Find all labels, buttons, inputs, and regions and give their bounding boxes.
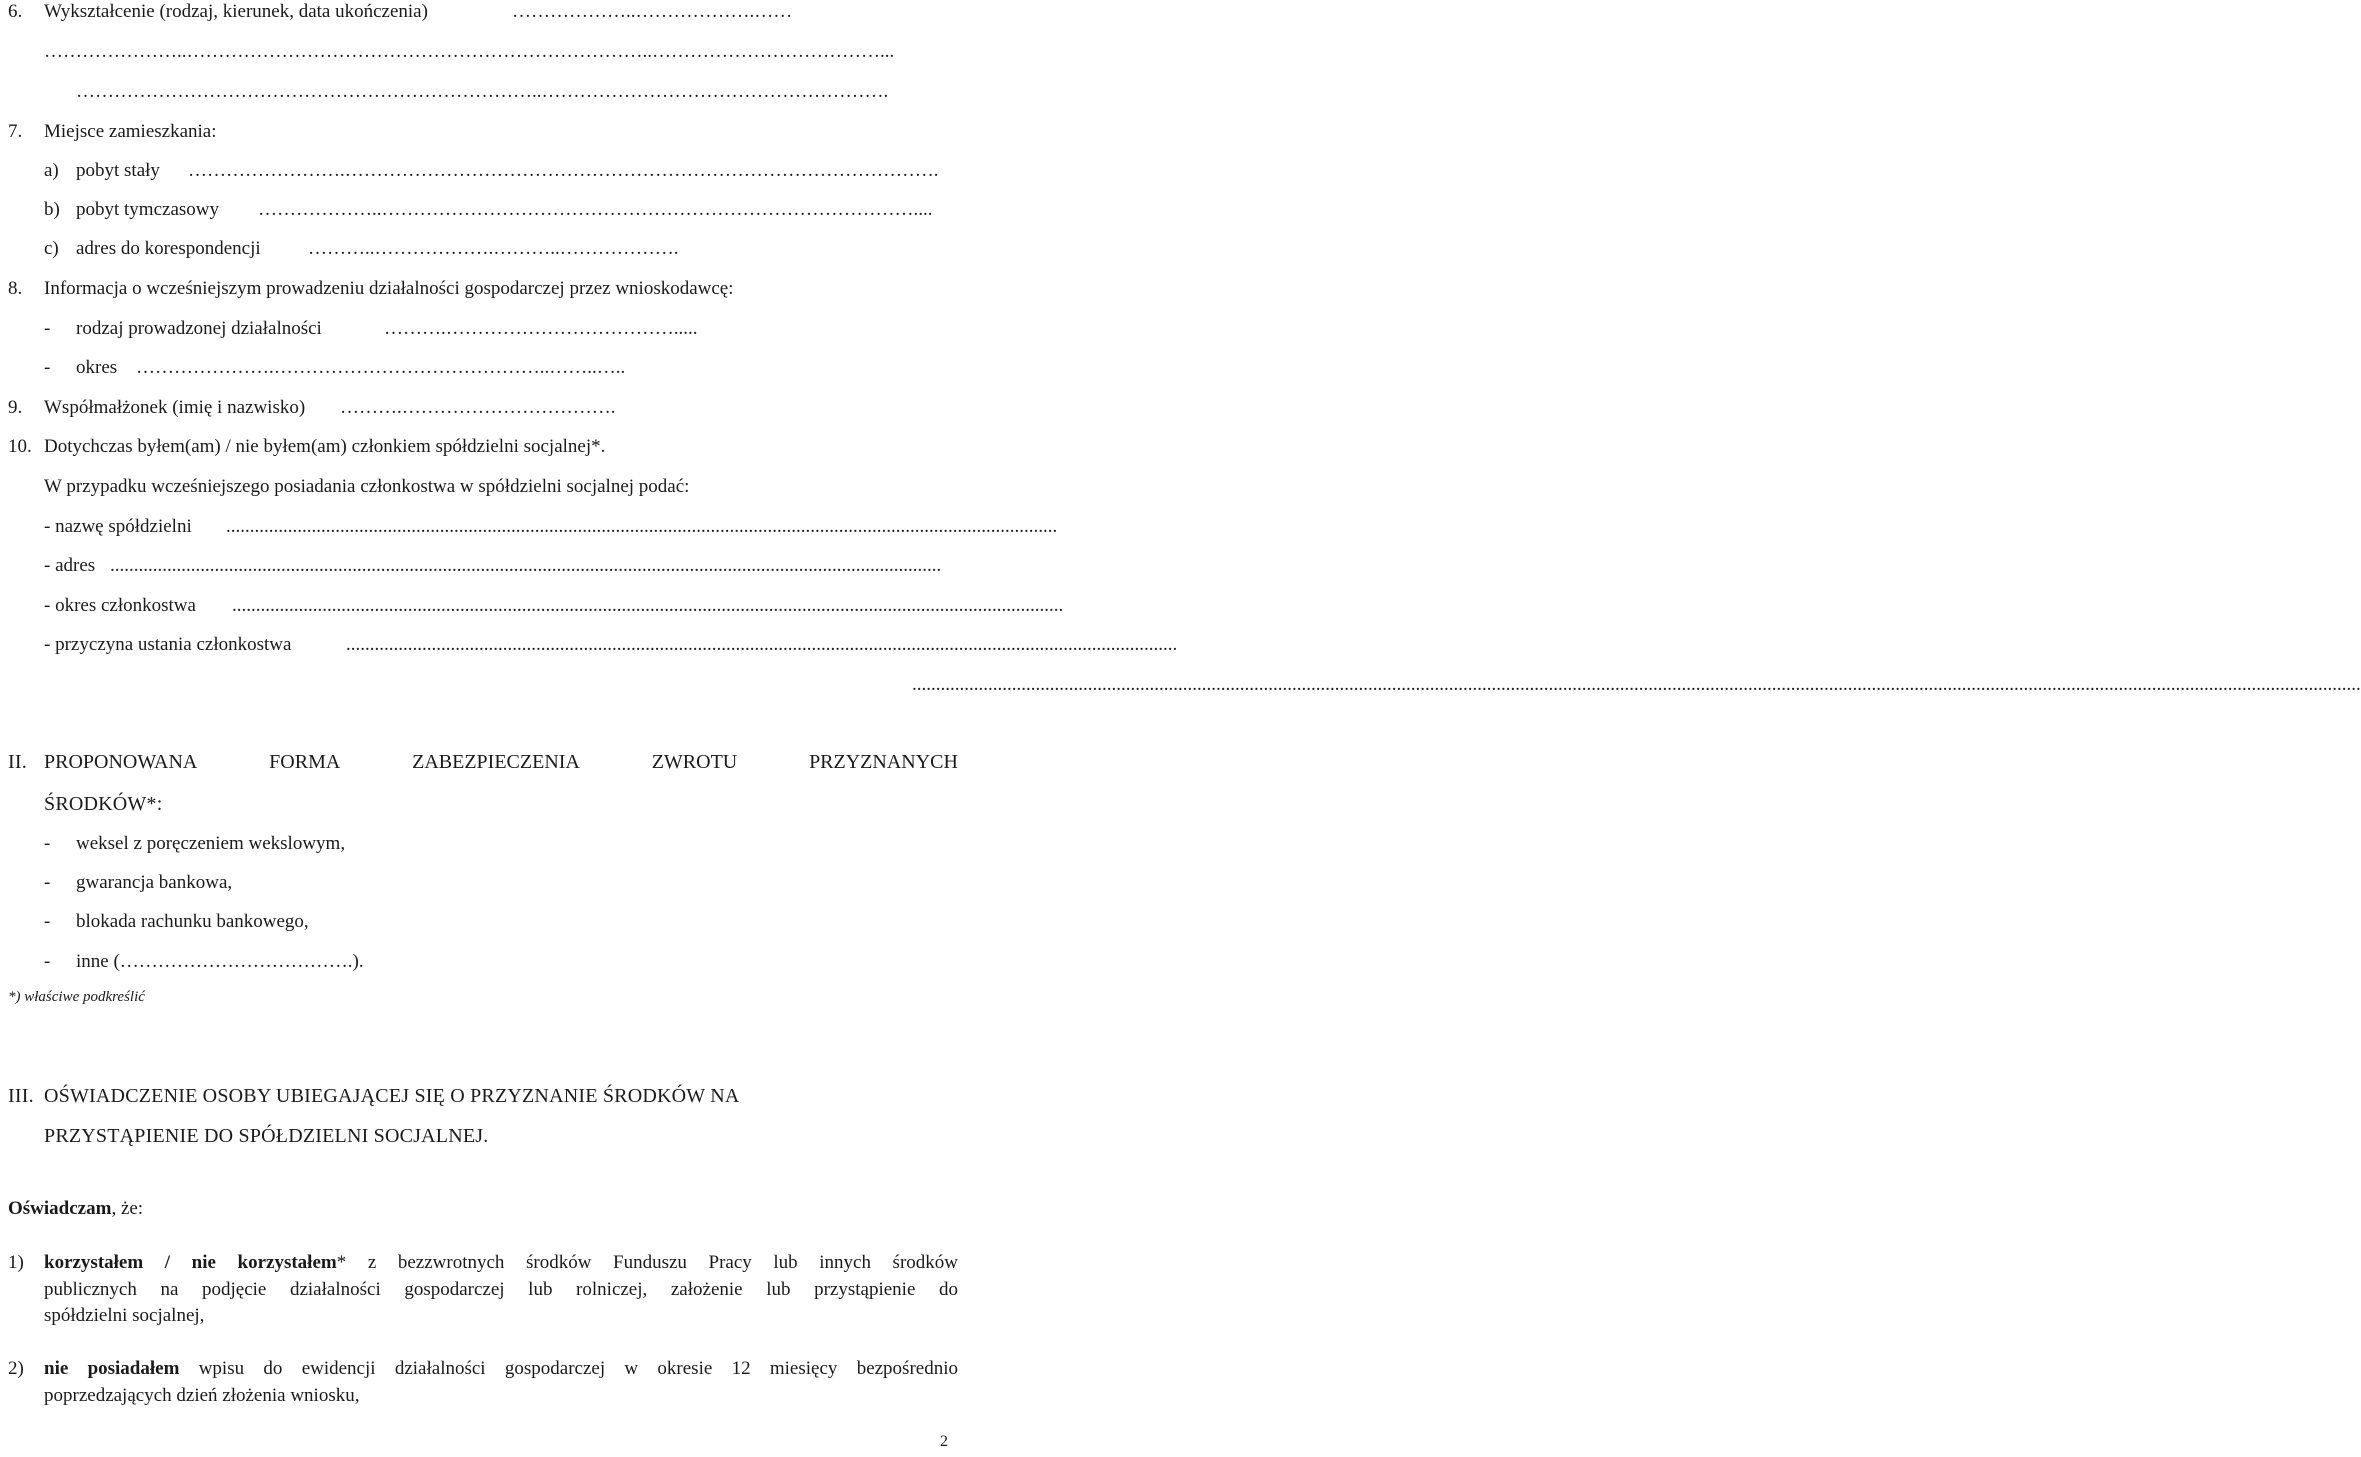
item-7a-label: pobyt stały	[76, 160, 160, 181]
item-6-fill-1: ………………..……………….……	[512, 1, 793, 22]
item-6-label: Wykształcenie (rodzaj, kierunek, data ukończenia)	[44, 1, 428, 22]
item-8b-dash: -	[44, 357, 51, 378]
section-2-roman: II.	[8, 751, 27, 773]
item-8-label: Informacja o wcześniejszym prowadzeniu działalności gospodarczej przez wnioskodawcę:	[44, 278, 734, 299]
section-2-title-line-2: ŚRODKÓW*:	[44, 793, 163, 815]
declaration-2-bold: nie posiadałem	[44, 1358, 180, 1379]
item-10-number: 10.	[8, 436, 32, 457]
item-8a-fill: ……….……………………………….....	[384, 318, 698, 339]
declaration-intro-bold: Oświadczam	[8, 1198, 112, 1219]
item-6-fill-3: ………………………………………………………………..……………………………………………….	[76, 81, 889, 102]
option-blokada: blokada rachunku bankowego,	[76, 911, 309, 932]
item-7a-fill: …………………….………………………………………………………………………………….	[188, 160, 939, 181]
section-3-title-line-1: OŚWIADCZENIE OSOBY UBIEGAJĄCEJ SIĘ O PRZYZNANIE ŚRODKÓW NA	[44, 1085, 740, 1107]
declaration-1-line-1	[44, 1253, 958, 1272]
declaration-2-line-1	[44, 1359, 958, 1378]
item-10d-fill-continued: .................................................................................................................................................................................................................................................................................................................	[912, 674, 2361, 695]
item-8a-label: rodzaj prowadzonej działalności	[76, 318, 322, 339]
declaration-1-rest: * z bezzwrotnych środków Funduszu Pracy lub innych środków	[336, 1252, 958, 1273]
option-dash: -	[44, 872, 51, 893]
item-10c-fill: ...............................................................................................................................................................................	[232, 595, 1064, 616]
section-3-title-line-2: PRZYSTĄPIENIE DO SPÓŁDZIELNI SOCJALNEJ.	[44, 1125, 489, 1147]
item-6-number: 6.	[8, 1, 23, 22]
item-8-number: 8.	[8, 278, 23, 299]
item-9-label: Współmałżonek (imię i nazwisko)	[44, 397, 306, 418]
item-7a-letter: a)	[44, 160, 59, 181]
section-2-title-word: ZABEZPIECZENIA	[412, 751, 580, 773]
footnote: *) właściwe podkreślić	[8, 989, 145, 1005]
item-6-fill-2: …………………..………………………………………………………………..………………………………...	[44, 41, 895, 62]
declaration-2-number: 2)	[8, 1358, 24, 1379]
item-9-fill: ……….…………………………….	[340, 397, 616, 418]
item-8a-dash: -	[44, 318, 51, 339]
declaration-2-rest: wpisu do ewidencji działalności gospodarczej w okresie 12 miesięcy bezpośrednio	[179, 1358, 958, 1379]
item-7b-fill: ………………..…………………………………………………………………………....	[258, 199, 933, 220]
section-2-title-word: ZWROTU	[651, 751, 738, 773]
section-2-title-word: PRZYZNANYCH	[809, 751, 958, 773]
item-10d-label: - przyczyna ustania członkostwa	[44, 634, 292, 655]
item-7b-letter: b)	[44, 199, 60, 220]
declaration-intro-rest: , że:	[111, 1198, 144, 1219]
declaration-1-number: 1)	[8, 1252, 24, 1273]
item-10-instruction: W przypadku wcześniejszego posiadania członkostwa w spółdzielni socjalnej podać:	[44, 476, 690, 497]
item-8b-label: okres	[76, 357, 118, 378]
item-7c-fill: ………..……………….………..……………….	[308, 238, 679, 259]
item-7-number: 7.	[8, 121, 23, 142]
item-10a-label: - nazwę spółdzielni	[44, 516, 192, 537]
option-dash: -	[44, 833, 51, 854]
item-10b-fill: ...............................................................................................................................................................................	[110, 555, 942, 576]
declaration-1-line-2: publicznych na podjęcie działalności gospodarczej lub rolniczej, założenie lub przystąpienie do	[44, 1279, 958, 1300]
option-inne: inne (……………………………….).	[76, 951, 364, 972]
declaration-1-bold: korzystałem / nie korzystałem	[44, 1252, 337, 1273]
option-weksel: weksel z poręczeniem wekslowym,	[76, 833, 346, 854]
item-10d-fill: ...............................................................................................................................................................................	[346, 634, 1178, 655]
option-dash: -	[44, 911, 51, 932]
declaration-intro	[8, 1199, 143, 1218]
item-7c-letter: c)	[44, 238, 59, 259]
item-7b-label: pobyt tymczasowy	[76, 199, 220, 220]
item-10c-label: - okres członkostwa	[44, 595, 196, 616]
item-10a-fill: ...............................................................................................................................................................................	[226, 516, 1058, 537]
item-7-label: Miejsce zamieszkania:	[44, 121, 217, 142]
item-8b-fill: ………………….……………………………………..……..…..	[136, 357, 626, 378]
page-number: 2	[940, 1433, 948, 1450]
item-9-number: 9.	[8, 397, 23, 418]
section-2-title-line-1	[44, 752, 958, 772]
section-2-title-word: PROPONOWANA	[44, 751, 198, 773]
declaration-1-line-3: spółdzielni socjalnej,	[44, 1305, 205, 1326]
item-10b-label: - adres	[44, 555, 96, 576]
item-7c-label: adres do korespondencji	[76, 238, 261, 259]
section-3-roman: III.	[8, 1085, 34, 1107]
option-dash: -	[44, 951, 51, 972]
declaration-2-line-2: poprzedzających dzień złożenia wniosku,	[44, 1385, 360, 1406]
option-gwarancja: gwarancja bankowa,	[76, 872, 233, 893]
section-2-title-word: FORMA	[269, 751, 341, 773]
item-10-label: Dotychczas byłem(am) / nie byłem(am) członkiem spółdzielni socjalnej*.	[44, 436, 606, 457]
